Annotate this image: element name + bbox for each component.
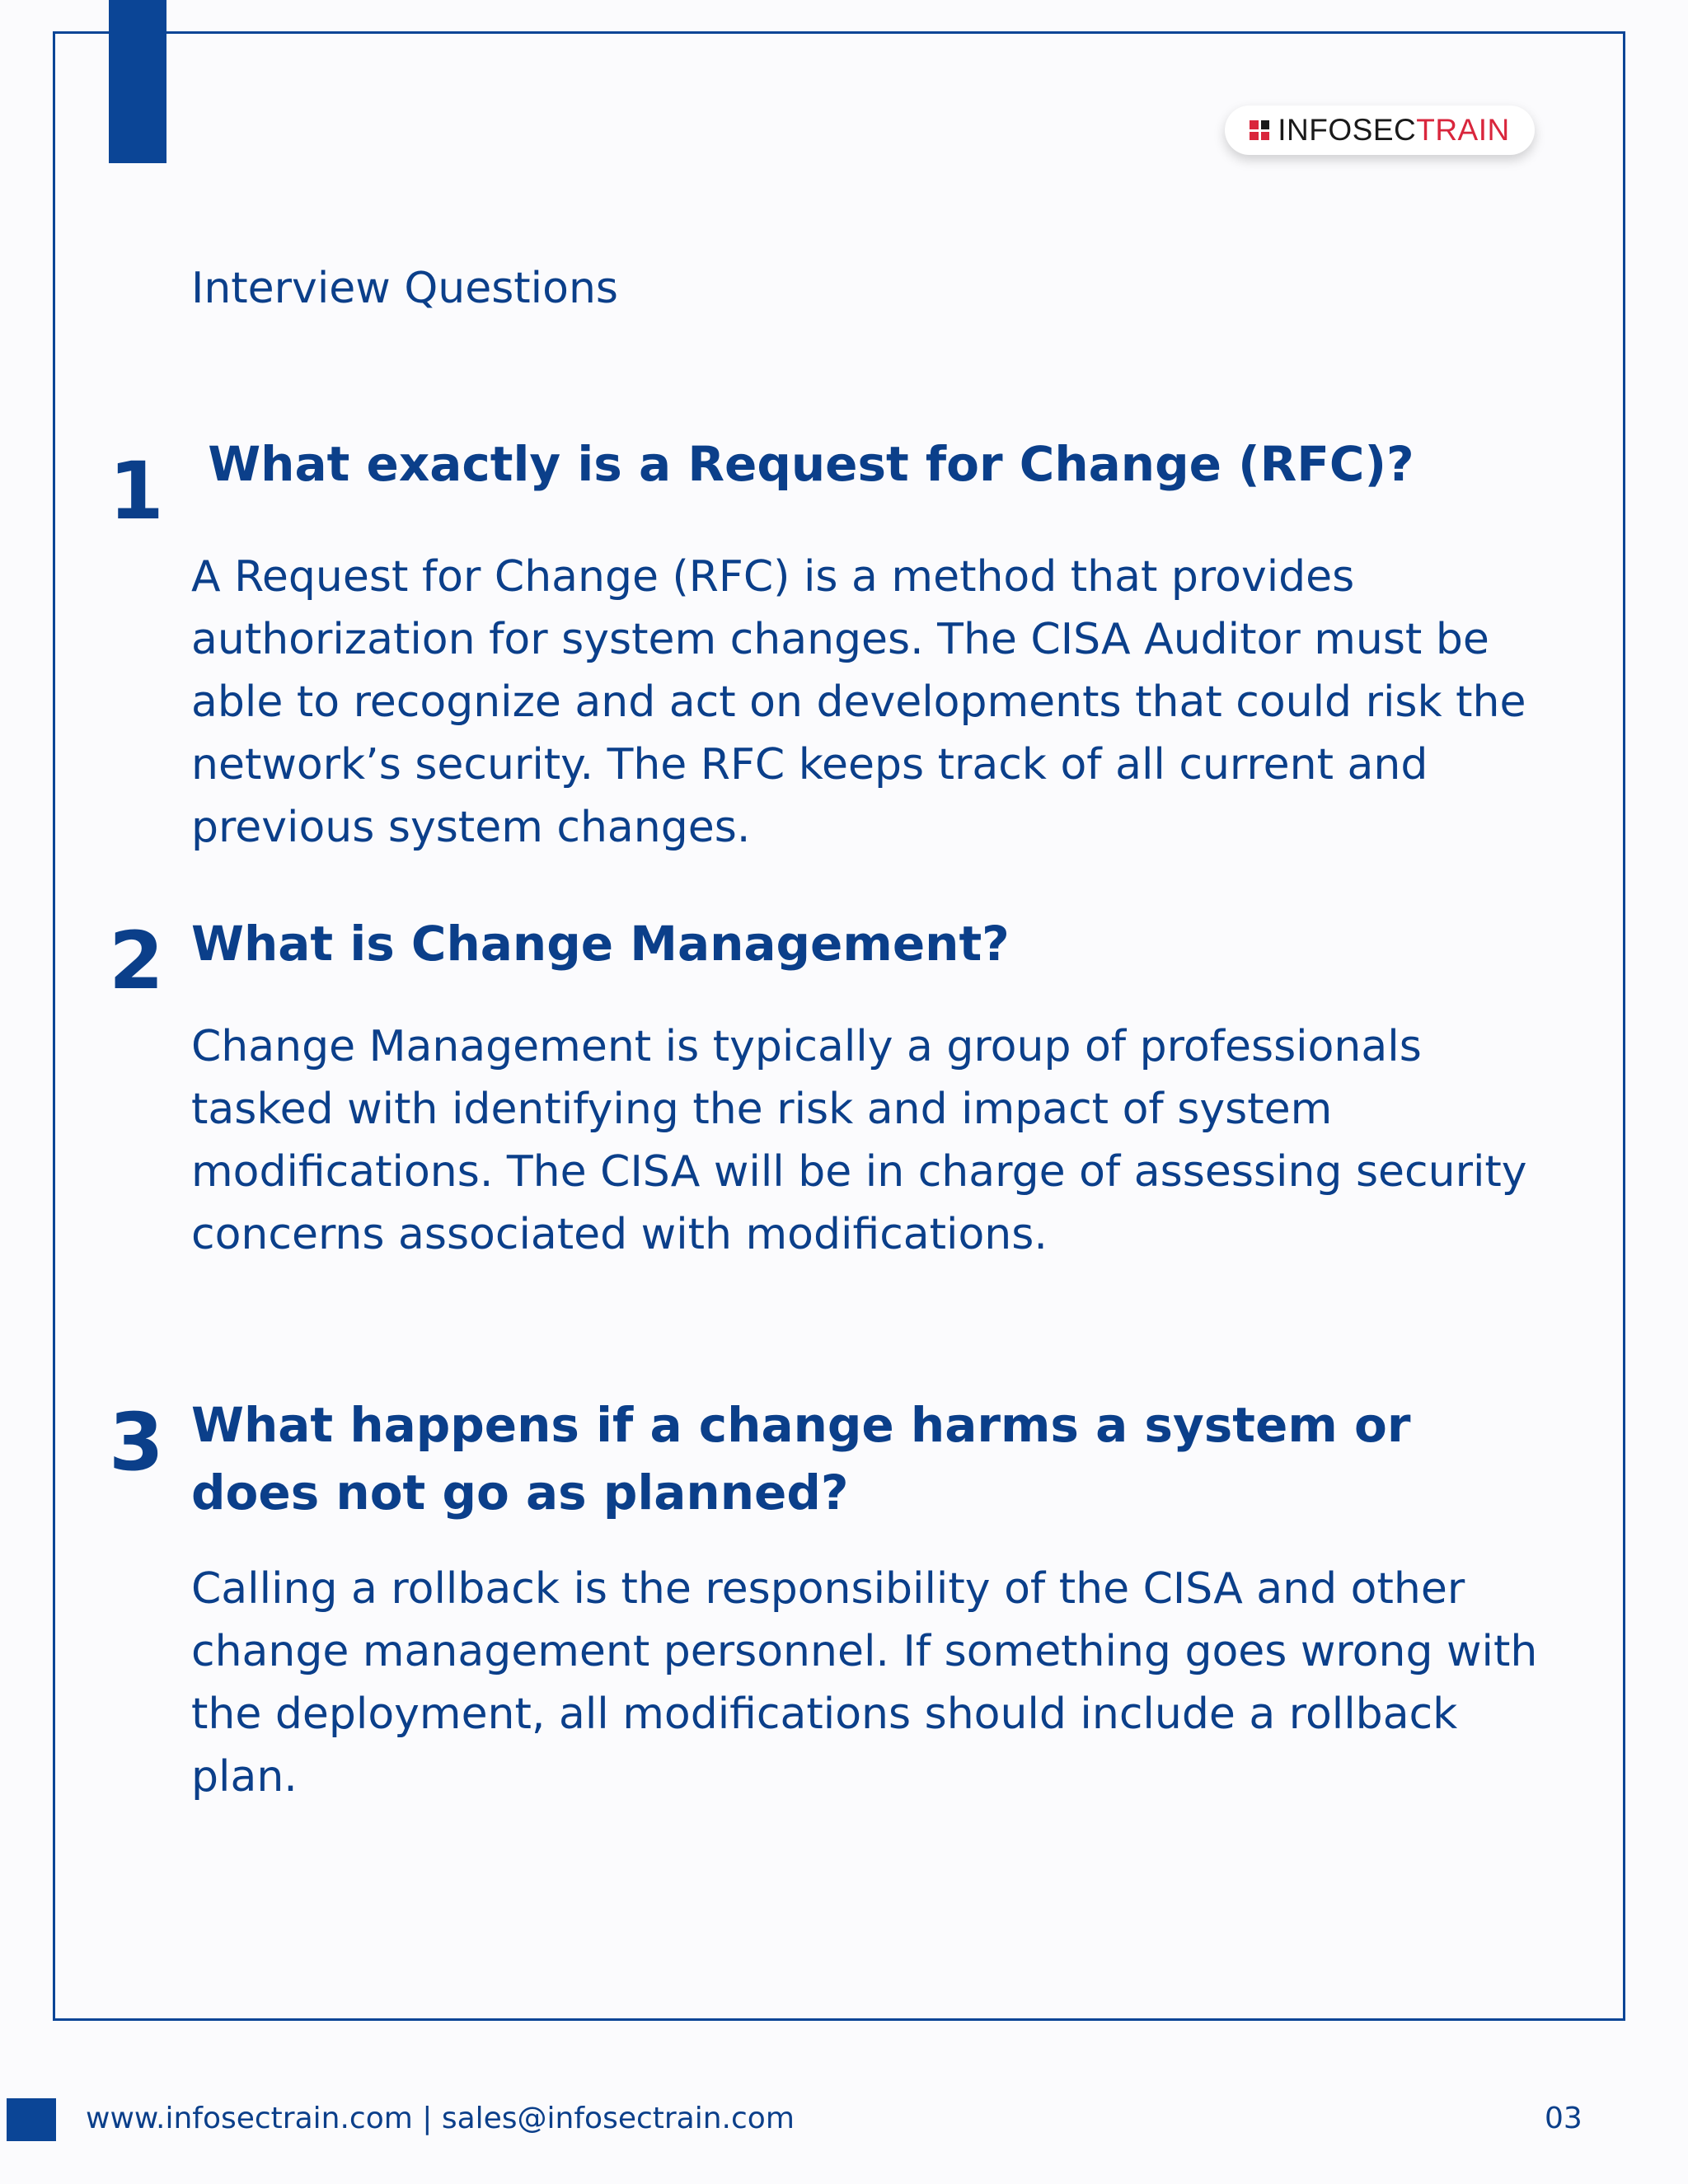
infosectrain-logo [1225, 105, 1535, 155]
question-answer-1: A Request for Change (RFC) is a method that provides authorization for system changes. The CISA Auditor must be able to recognize and act on developments that could risk the network’s security. The RFC keeps track of all current and previous system changes. [191, 552, 1526, 852]
question-number-2: 2 [109, 915, 164, 1007]
question-title-2: What is Change Management? [191, 916, 1010, 972]
question-number-3: 3 [109, 1396, 164, 1488]
question-title-3: What happens if a change harms a system or does not go as planned? [191, 1397, 1411, 1521]
page-number: 03 [1545, 2102, 1582, 2135]
footer-contact: www.infosectrain.com | sales@infosectrain.com [86, 2102, 795, 2135]
question-title-1: What exactly is a Request for Change (RFC)? [191, 436, 1414, 492]
question-answer-3: Calling a rollback is the responsibility of the CISA and other change management personnel. If something goes wrong with the deployment, all modifications should include a rollback plan. [191, 1564, 1538, 1802]
section-title: Interview Questions [191, 264, 618, 313]
footer-accent-square [7, 2098, 56, 2141]
logo-text: INFOSECTRAIN [1278, 113, 1510, 147]
question-number-1: 1 [109, 445, 164, 537]
question-answer-2: Change Management is typically a group of professionals tasked with identifying the risk and impact of system modifications. The CISA will be in charge of assessing security concerns associated with modifications. [191, 1022, 1527, 1259]
logo-mark-icon [1250, 120, 1269, 140]
corner-accent-bar [109, 0, 166, 163]
